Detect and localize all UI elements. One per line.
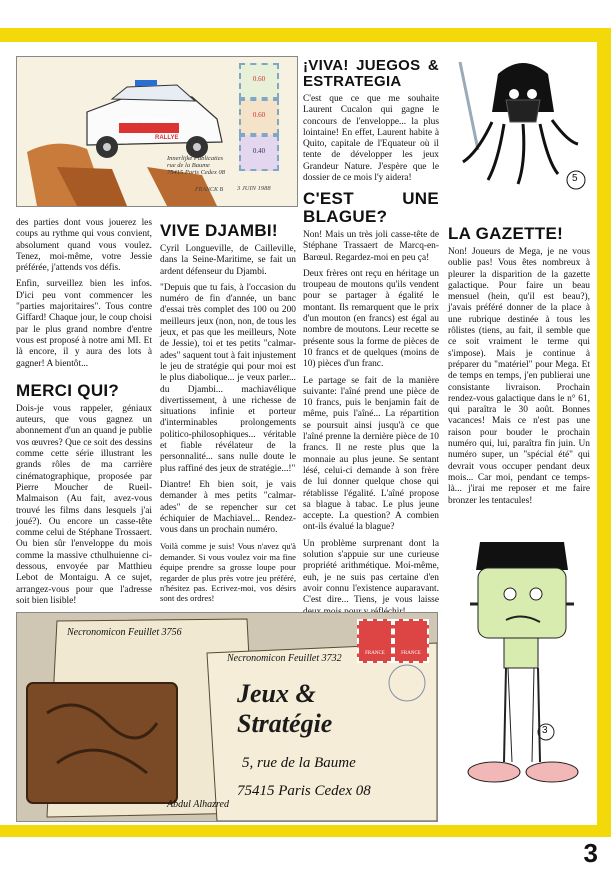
stamp-red-1: FRANCE — [357, 619, 393, 663]
book-label: Necronomicon Feuillet 3732 — [227, 653, 342, 664]
envelope-address: Innerlijke Publicaties rue de la Baume 75415 Paris Cedex 08 — [167, 155, 225, 176]
frankenstein-icon — [452, 532, 592, 812]
frankenstein-drawing — [452, 532, 592, 812]
envelope-bottom-label: Abdul Alhazred — [167, 799, 229, 810]
envelope-title: Jeux & Stratégie — [237, 679, 333, 738]
frankenstein-number: 3 — [542, 725, 548, 736]
blague-paragraph-2: Deux frères ont reçu en héritage un troupeau de moutons qu'ils vendent pour se partager à égalité le montant. Ils remarquent que le prix d'un mouton (en francs) est égal au nombre de moutons. Leur recette se présente sous la forme de pièces de 10 francs et de quelques (moins de 10) pièces d'un franc. — [303, 268, 439, 370]
car-door-text: RALLYE — [155, 135, 179, 141]
stamp-3: 0.40 — [239, 135, 279, 171]
viva-heading: ¡VIVA! JUEGOS & ESTRATEGIA — [303, 57, 439, 90]
envelope-city: 75415 Paris Cedex 08 — [237, 783, 371, 799]
car-plate-text: MANGA 69 SPORTS — [117, 119, 175, 125]
postmark: 3 JUIN 1988 — [237, 185, 271, 192]
merci-paragraph: Dois-je vous rappeler, géniaux auteurs, que vous gagnez un abonnement d'un an quand je publie vos œuvres? Que ce soit des dessins comme cette série illustrant les grands rôles de ma carrière cinématographique, proposée par Pierre Moucher de Rueil-Malmaison (Au fait, avez-vous trouvé les films dans lesquels j'ai joué?). Ou encore un casse-tête comme celui de Stéphane Trossaert. Ou bien sûr l'enveloppe du mois comme la massive cthulhuienne ci-dessous, envoyée par Matthieu Lebot de Montaigu. A ce sujet, arrangez-vous pour que l'adresse soit bien lisible! — [16, 403, 152, 606]
blague-paragraph-4: Un problème surprenant dont la solution s'appuie sur une curieuse propriété arithmétique. Moi-même, euh, je ne suis pas certaine d'en avoir connu l'existence auparavant. C'est dire... Tiens, je vous laisse — [303, 538, 439, 606]
bottom-envelope-image — [16, 612, 438, 822]
blague-paragraph-3: Le partage se fait de la manière suivante: l'aîné prend une pièce de 10 francs, puis le benjamin fait de même, puis l'aîné... La répartition se poursuit ainsi jusqu'à ce que l'aîné prenne la dernière pièce de 10 francs. Il ne reste plus que la monnaie au plus jeune. Se sentant lésé, celui-ci demande à son frère de lui donner quelque chose qui rétablisse l'égalité. L'aîné propose sa blague à tabac. Le plus jeune accepte. La question? A combien ont-ils évalué la blague? — [303, 375, 439, 533]
merci-heading: MERCI QUI? — [16, 380, 120, 400]
gazette-heading: LA GAZETTE! — [448, 224, 564, 243]
djambi-paragraph-2: "Depuis que tu fais, à l'occasion du numéro de fin d'année, un banc d'essai très complet des 100 ou 200 meilleurs jeux (non, non, de tous les jeux, et pas que les meilleurs, Note de Jessie), toi et tes petits "calmar-ades" saquent tout à fait injustement le jeu de stratégie qui pour moi est le plus diabolique... je veux parler... du Djambi... machiavélique divertissement, à une richesse de situations infinie et porteur d'interminables prolongements politico-philosophiques... véritable et fiable révélateur de la personnalité... sans nulle doute le plus raffiné des jeux de stratégie...!" — [160, 282, 296, 474]
vader-number: 5 — [572, 173, 578, 184]
top-envelope-image — [16, 56, 298, 207]
column-3 — [303, 190, 439, 623]
yellow-frame-bottom — [0, 825, 611, 837]
stamp-1: 0.60 — [239, 63, 279, 99]
column-4 — [448, 225, 590, 512]
blague-heading: C'EST UNE BLAGUE? — [303, 189, 439, 226]
page-number: 3 — [583, 838, 598, 868]
gazette-paragraph: Non! Joueurs de Mega, je ne vous oublie pas! Vous êtes nombreux à pleurer la disparition de la gazette galactique. Pour faire un beau mensuel (hein, qu'il est beau?), j'avais préféré donner de la place à une rubrique destinée à tous les rôlistes (tiens, au fait, il semble que ce soit vraiment le terme qui s'impose). Mais je continue à préparer du "matériel" pour Mega. Et de temps en temps, j'en publierai une consistante livraison. Prochain rendez-vous galactique dans le n° 61, qui paraîtra le 30 août. Bonnes vacances! Mais ce n'est pas une raison pour bouder le prochain numéro qui, lui, paraîtra fin juin. Un numéro super, un "spécial été" qui devrait vous occuper pendant deux mois... Car moi, pendant ce temps-là... j'irai me reposer et me faire bronzer les tentacules! — [448, 247, 590, 506]
yellow-frame-right — [597, 28, 611, 836]
envelope-signature: FRANCK B — [195, 187, 224, 193]
column-1 — [16, 218, 152, 612]
vader-drawing — [448, 52, 588, 192]
column-2 — [160, 222, 296, 609]
stamp-red-2: FRANCE — [393, 619, 429, 663]
col1-intro-paragraph-2: Enfin, surveillez bien les infos. D'ici peu vont commencer les "parties majoritaires". Tous contre Giffard! Chaque jour, le coup choisi par le plus grand nombre d'entre vous est proposé à notre ami MI. Et là encore, il y aura des lots à gagner! A bientôt... — [16, 279, 152, 369]
viva-paragraph: C'est que ce que me souhaite Laurent Cucalon qui gagne le concours de l'enveloppe... la plus lointaine! En effet, Laurent habite à Quito, capitale de l'Equateur où il tente de développer les jeux Grandeur Nature. J'espère que le dossier de ce mois l'y aidera! — [303, 94, 439, 184]
djambi-heading: VIVE DJAMBI! — [160, 221, 278, 240]
stamp-2: 0.60 — [239, 99, 279, 135]
envelope-street: 5, rue de la Baume — [242, 755, 356, 771]
djambi-paragraph-3: Diantre! Eh bien soit, je vais demander à mes petits "calmar-ades" de se repencher sur cet échiquier de Machiavel... Rendez-vous dans un prochain numéro. — [160, 479, 296, 536]
blague-paragraph-1: Non! Mais un très joli casse-tête de Stéphane Trassaert de Marcq-en-Barœul. Regardez-moi en peu ça! — [303, 230, 439, 263]
vader-octopus-icon — [448, 52, 588, 192]
djambi-paragraph-1: Cyril Longueville, de Cailleville, dans la Seine-Maritime, se fait un ardent défenseur du Djambi. — [160, 244, 296, 277]
yellow-frame-top — [0, 28, 611, 42]
envelope-line-1: Necronomicon Feuillet 3756 — [67, 627, 182, 638]
djambi-paragraph-4: Voilà comme je suis! Vous n'avez qu'à demander. Si vous voulez voir ma fine équipe prendre sa grosse loupe pour regarder de plus près votre jeu préféré, n'hésitez pas. Ecrivez-moi, vos désirs sont des ordres! — [160, 541, 296, 604]
col1-intro-paragraph-1: des parties dont vous jouerez les coups au rythme qui vous convient, absolument quand vous voulez. Tenez, moi-même, votre Jessie préférée, j'attends vos défis. — [16, 218, 152, 274]
viva-article — [303, 58, 439, 189]
